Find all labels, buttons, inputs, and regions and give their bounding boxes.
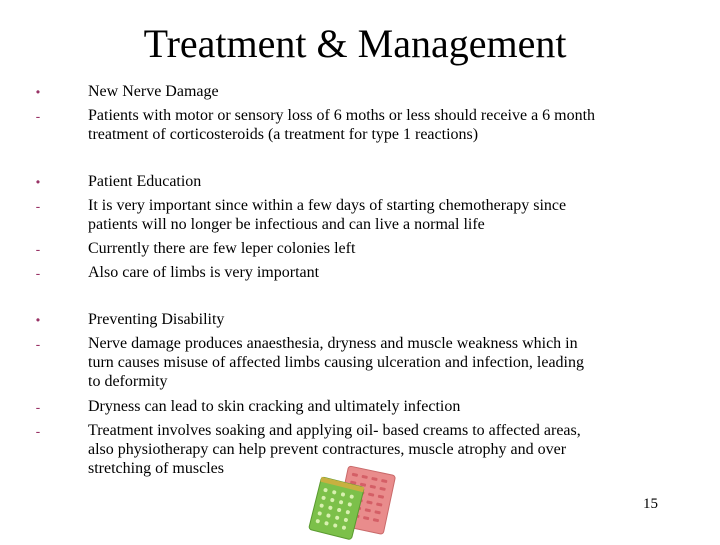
list-item: - Currently there are few leper colonies left bbox=[0, 239, 720, 259]
dash-bullet-icon: - bbox=[35, 265, 41, 281]
dash-bullet-icon: - bbox=[35, 241, 41, 257]
bullet-dot-icon: • bbox=[35, 85, 41, 99]
list-item: - Treatment involves soaking and applying oil- based creams to affected areas, bbox=[0, 421, 720, 441]
slide-title: Treatment & Management bbox=[143, 21, 567, 66]
list-item-continuation: also physiotherapy can help prevent contractures, muscle atrophy and over bbox=[88, 441, 567, 458]
list-item-continuation: to deformity bbox=[88, 373, 168, 390]
dash-bullet-icon: - bbox=[35, 336, 41, 352]
section-heading: • New Nerve Damage bbox=[0, 82, 720, 102]
list-item: - Nerve damage produces anaesthesia, dryness and muscle weakness which in bbox=[0, 334, 720, 354]
dash-bullet-icon: - bbox=[35, 198, 41, 214]
bullet-dot-icon: • bbox=[35, 313, 41, 327]
list-item: - Dryness can lead to skin cracking and ultimately infection bbox=[0, 397, 720, 417]
dash-bullet-icon: - bbox=[35, 399, 41, 415]
list-item-continuation: treatment of corticosteroids (a treatment for type 1 reactions) bbox=[88, 126, 479, 143]
list-item: - Patients with motor or sensory loss of 6 moths or less should receive a 6 month bbox=[0, 106, 720, 126]
section-heading: • Patient Education bbox=[0, 172, 720, 192]
list-item-continuation: stretching of muscles bbox=[88, 460, 224, 477]
section-heading: • Preventing Disability bbox=[0, 310, 720, 330]
dash-bullet-icon: - bbox=[35, 108, 41, 124]
list-item: - It is very important since within a few days of starting chemotherapy since bbox=[0, 196, 720, 216]
page-number: 15 bbox=[643, 496, 658, 512]
list-item: - Also care of limbs is very important bbox=[0, 263, 720, 283]
list-item-continuation: turn causes misuse of affected limbs causing ulceration and infection, leading bbox=[88, 354, 584, 371]
list-item-continuation: patients will no longer be infectious and can live a normal life bbox=[88, 216, 485, 233]
dash-bullet-icon: - bbox=[35, 423, 41, 439]
bullet-dot-icon: • bbox=[35, 175, 41, 189]
pill-blister-pack-image bbox=[300, 465, 410, 540]
